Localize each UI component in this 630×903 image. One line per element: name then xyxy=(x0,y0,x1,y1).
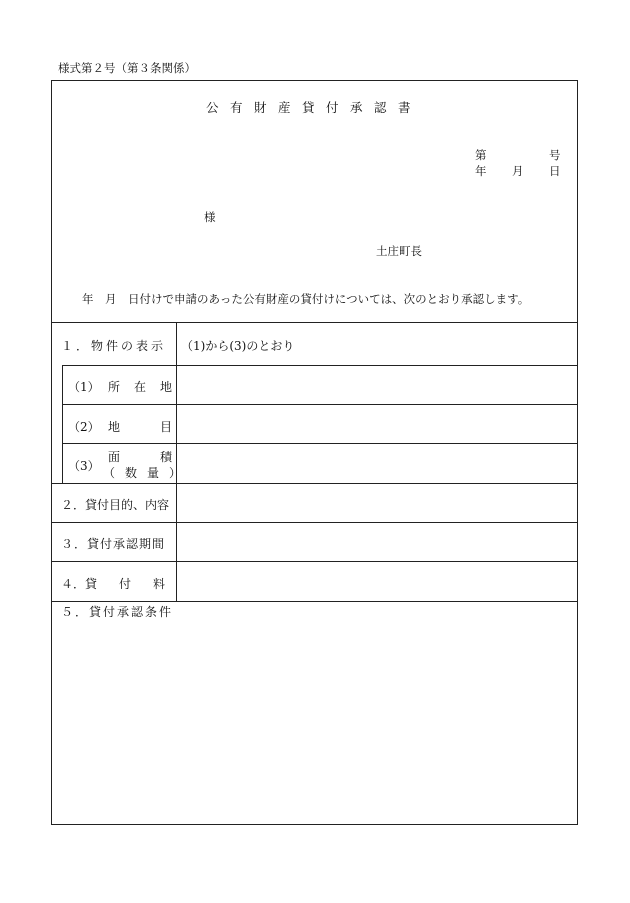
location-number: （1） xyxy=(68,380,100,394)
conditions-label: ５．貸付承認条件 xyxy=(61,605,174,619)
purpose-label: ２．貸付目的、内容 xyxy=(61,498,170,512)
number-prefix: 第 xyxy=(475,148,487,162)
date-year: 年 xyxy=(475,164,487,178)
form-reference: 様式第２号（第３条関係） xyxy=(58,61,196,75)
form-frame xyxy=(51,80,578,825)
document-title: 公有財産貸付承認書 xyxy=(206,100,423,115)
area-sub-label: （数量） xyxy=(103,466,192,480)
land-category-label: 地 目 xyxy=(108,420,172,434)
period-label: ３．貸付承認期間 xyxy=(61,537,166,551)
land-category-number: （2） xyxy=(68,420,100,434)
property-label: １．物件の表示 xyxy=(61,339,167,353)
addressee-suffix: 様 xyxy=(204,210,216,224)
location-label: 所 在 地 xyxy=(108,380,172,394)
approval-statement: 年 月 日付けで申請のあった公有財産の貸付けについては、次のとおり承認します。 xyxy=(82,292,530,306)
issuer-name: 土庄町長 xyxy=(376,244,422,258)
number-suffix: 号 xyxy=(549,148,561,162)
fee-label: ４．貸 付 料 xyxy=(61,577,165,591)
area-label: 面 積 xyxy=(108,450,172,464)
date-day: 日 xyxy=(549,164,561,178)
area-number: （3） xyxy=(68,459,100,473)
date-month: 月 xyxy=(512,164,524,178)
property-value: （1)から(3)のとおり xyxy=(181,339,295,353)
